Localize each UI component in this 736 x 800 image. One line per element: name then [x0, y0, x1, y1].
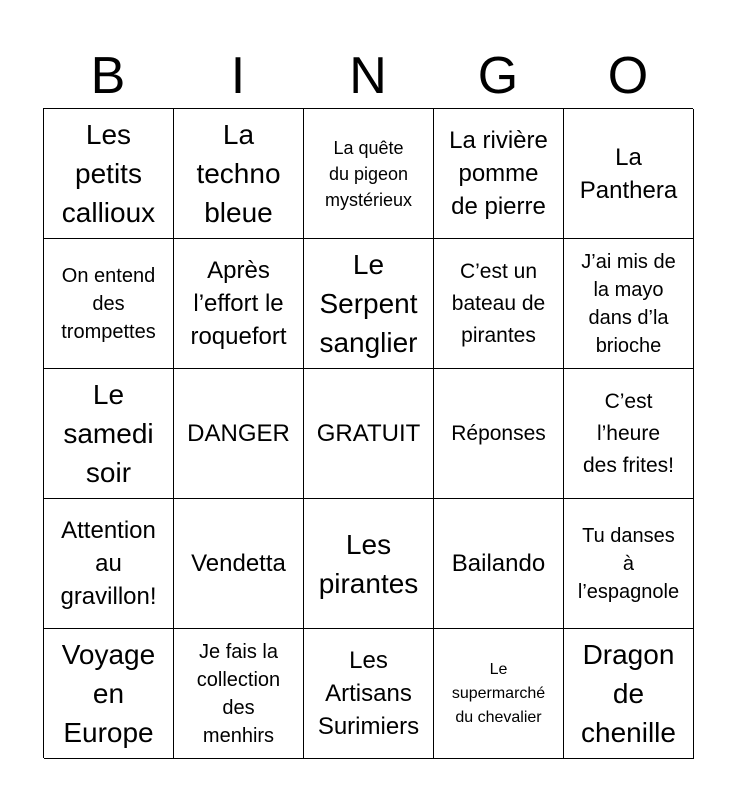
bingo-cell[interactable] [434, 109, 564, 239]
cell-text: La Panthera [579, 143, 678, 204]
bingo-cell[interactable] [304, 239, 434, 369]
bingo-cell[interactable] [564, 499, 694, 629]
bingo-cell[interactable] [174, 629, 304, 759]
bingo-cell[interactable] [44, 109, 174, 239]
bingo-cell[interactable] [564, 369, 694, 499]
bingo-cell[interactable] [174, 109, 304, 239]
bingo-header [43, 44, 693, 108]
cell-text: Les petits calliouх [61, 119, 156, 228]
cell-text: Après l’effort le roquefort [190, 257, 287, 350]
cell-text: C’est un bateau de pirantes [451, 259, 546, 347]
bingo-cell[interactable] [44, 239, 174, 369]
cell-text: C’est l’heure des frites! [582, 389, 675, 477]
bingo-cell free-space[interactable] [304, 369, 434, 499]
bingo-cell[interactable] [174, 239, 304, 369]
cell-text: Bailando [451, 550, 546, 577]
bingo-cell[interactable] [304, 499, 434, 629]
bingo-cell[interactable] [564, 109, 694, 239]
cell-text: Je fais la collection des menhirs [196, 640, 281, 747]
header-letter-o: O [607, 47, 649, 105]
cell-text: On entend des trompettes [61, 264, 156, 343]
cell-text: Le supermarché du chevalier [451, 660, 546, 726]
bingo-cell[interactable] [304, 109, 434, 239]
cell-text: La quête du pigeon mystérieux [324, 137, 413, 210]
cell-text: Les Artisans Surimiers [317, 647, 420, 740]
cell-text: GRATUIT [316, 420, 421, 447]
bingo-cell[interactable] [434, 499, 564, 629]
header-letter-i: I [230, 47, 246, 105]
header-letter-g: G [477, 47, 519, 105]
header-letter-n: N [349, 47, 387, 105]
cell-text: Tu danses à l’espagnole [577, 524, 680, 603]
cell-text: Dragon de chenille [581, 639, 676, 748]
cell-text: Voyage en Europe [61, 639, 156, 748]
bingo-cell[interactable] [434, 239, 564, 369]
bingo-cell[interactable] [434, 629, 564, 759]
cell-text: Les pirantes [318, 528, 419, 599]
cell-text: DANGER [187, 420, 290, 447]
bingo-cell[interactable] [44, 629, 174, 759]
bingo-cell[interactable] [174, 499, 304, 629]
bingo-cell[interactable] [44, 369, 174, 499]
cell-text: Attention au gravillon! [60, 517, 157, 610]
bingo-cell[interactable] [174, 369, 304, 499]
bingo-cell[interactable] [564, 239, 694, 369]
cell-text: La rivière pomme de pierre [449, 127, 548, 220]
bingo-grid [43, 108, 693, 758]
bingo-cell[interactable] [44, 499, 174, 629]
cell-text: Le Serpent sanglier [319, 249, 418, 358]
bingo-cell[interactable] [564, 629, 694, 759]
cell-text: La techno bleue [196, 119, 281, 228]
bingo-cell[interactable] [304, 629, 434, 759]
cell-text: J’ai mis de la mayo dans d’la brioche [581, 250, 676, 357]
cell-text: Réponses [451, 421, 546, 445]
bingo-cell[interactable] [434, 369, 564, 499]
header-letter-b: B [90, 47, 126, 105]
cell-text: Le samedi soir [63, 379, 154, 488]
cell-text: Vendetta [191, 550, 286, 577]
